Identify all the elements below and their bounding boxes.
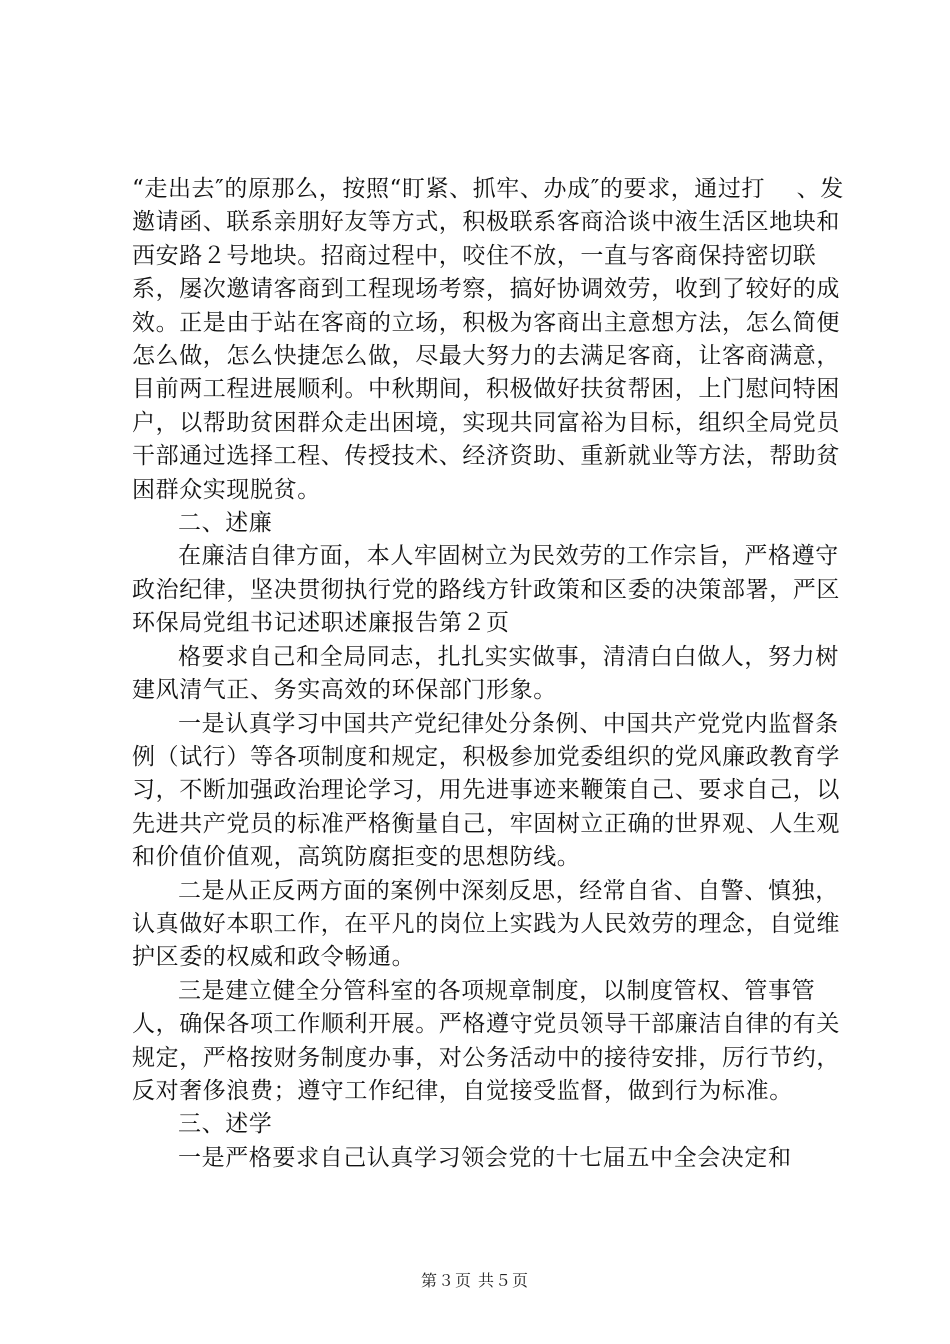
paragraph-point-three: 三是建立健全分管科室的各项规章制度，以制度管权、管事管人，确保各项工作顺利开展。严格遵守党员领导干部廉洁自律的有关规定，严格按财务制度办事，对公务活动中的接待安排，厉行节约，反对奢侈浪费；遵守工作纪律，自觉接受监督，做到行为标准。 bbox=[132, 977, 840, 1104]
paragraph-investment: “走出去″的原那么，按照“盯紧、抓牢、办成″的要求，通过打 、发邀请函、联系亲朋好友等方式，积极联系客商洽谈中液生活区地块和西安路２号地块。招商过程中，咬住不放，一直与客商保持密切联系，屡次邀请客商到工程现场考察，搞好协调效劳，收到了较好的成效。正是由于站在客商的立场，积极为客商出主意想方法，怎么简便怎么做，怎么快捷怎么做，尽最大努力的去满足客商，让客商满意，目前两工程进展顺利。中秋期间，积极做好扶贫帮困，上门慰问特困户，以帮助贫困群众走出困境，实现共同富裕为目标，组织全局党员干部通过选择工程、传授技术、经济资助、重新就业等方法，帮助贫困群众实现脱贫。 bbox=[132, 176, 844, 503]
document-body bbox=[132, 173, 844, 1175]
paragraph-point-two: 二是从正反两方面的案例中深刻反思，经常自省、自警、慎独，认真做好本职工作，在平凡的岗位上实践为人民效劳的理念，自觉维护区委的权威和政令畅通。 bbox=[132, 877, 840, 971]
paragraph-integrity-continued: 格要求自己和全局同志，扎扎实实做事，清清白白做人，努力树建风清气正、务实高效的环保部门形象。 bbox=[132, 643, 839, 704]
paragraph-study-one: 一是严格要求自己认真学习领会党的十七届五中全会决定和 bbox=[178, 1144, 792, 1171]
section-heading-study: 三、述学 bbox=[178, 1111, 273, 1138]
page-footer: 第３页 共５页 bbox=[420, 1271, 530, 1290]
paragraph-integrity-intro: 在廉洁自律方面，本人牢固树立为民效劳的工作宗旨，严格遵守政治纪律，坚决贯彻执行党的路线方针政策和区委的决策部署，严区环保局党组书记述职述廉报告第２页 bbox=[132, 543, 840, 637]
section-heading-integrity: 二、述廉 bbox=[178, 510, 273, 537]
paragraph-point-one: 一是认真学习中国共产党纪律处分条例、中国共产党党内监督条例（试行）等各项制度和规定，积极参加党委组织的党风廉政教育学习，不断加强政治理论学习，用先进事迹来鞭策自己、要求自己，以先进共产党员的标准严格衡量自己，牢固树立正确的世界观、人生观和价值价值观，高筑防腐拒变的思想防线。 bbox=[132, 710, 840, 871]
